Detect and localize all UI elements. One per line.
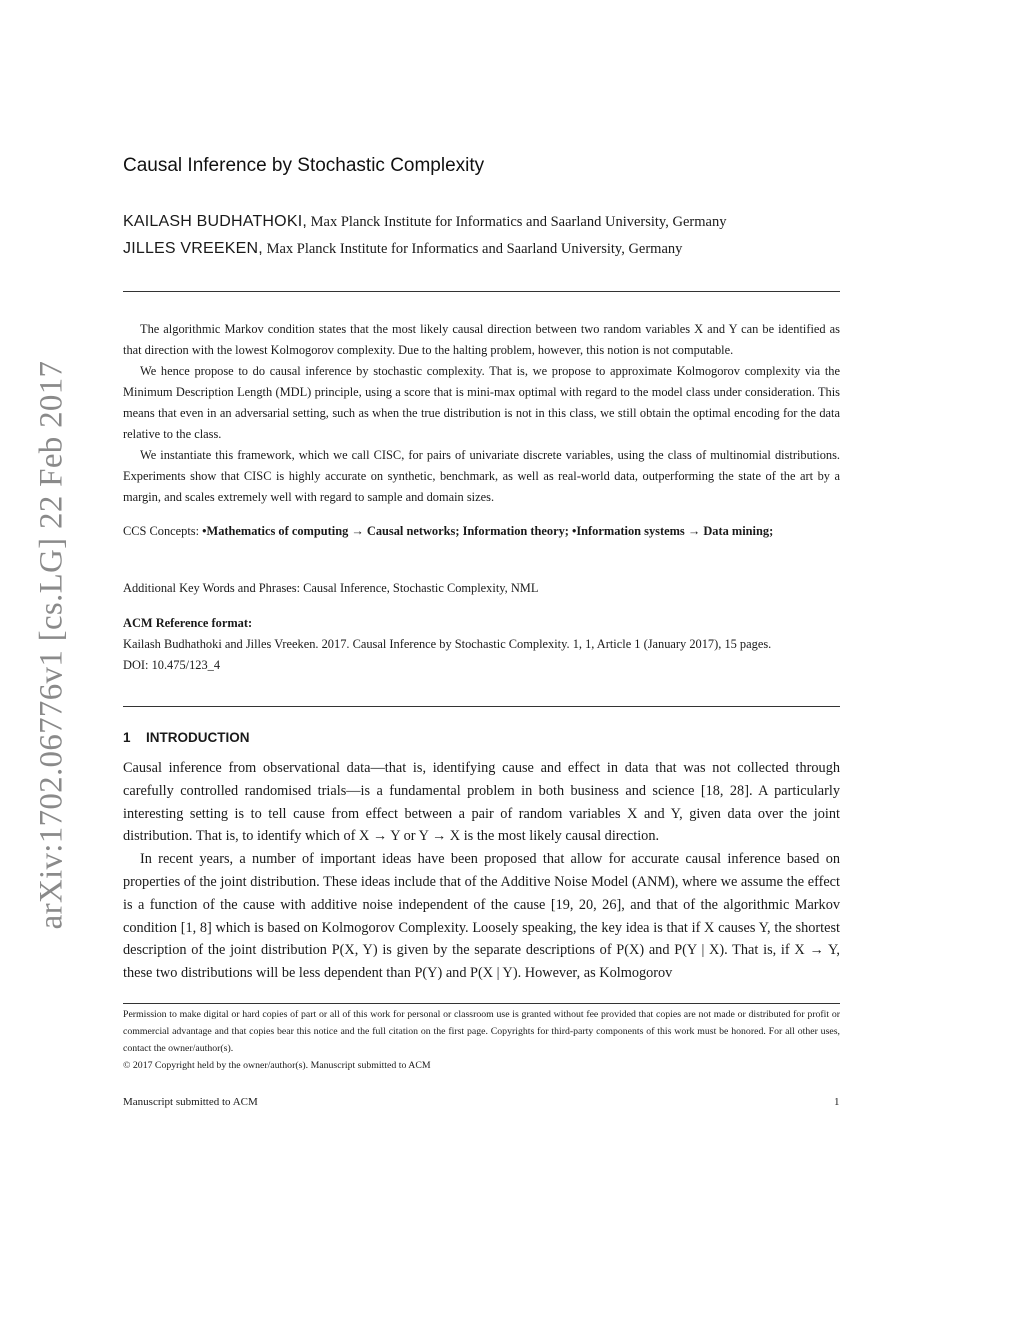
acm-reference-heading: ACM Reference format: <box>123 616 253 630</box>
section-number: 1 <box>123 730 131 745</box>
author-affiliation: Max Planck Institute for Informatics and Saarland University, Germany <box>310 214 727 230</box>
body-paragraph: In recent years, a number of important ideas have been proposed that allow for accurate causal inference based on properties of the joint distribution. These ideas include that of the Additive Noise Model (ANM), where we assume the effect is a function of the cause with additive noise independent of the cause [19, 20, 26], and that of the algorithmic Markov condition [1, 8] which is based on Kolmogorov Complexity. Loosely speaking, the key idea is that if X causes Y, the shortest description of the joint distribution P(X, Y) is given by the separate descriptions of P(X) and P(Y | X). That is, if X → Y, these two distributions will be less dependent than P(Y) and P(X | Y). However, as Kolmogorov <box>123 851 840 982</box>
divider <box>123 706 840 707</box>
author-affiliation: Max Planck Institute for Informatics and Saarland University, Germany <box>266 241 683 257</box>
footer-venue: Manuscript submitted to ACM <box>123 1096 258 1108</box>
author-line <box>123 240 682 258</box>
body-paragraph: Causal inference from observational data—that is, identifying cause and effect in data that was not collected through carefully controlled randomised trials—is a fundamental problem in both business and science [18, 28]. A particularly interesting setting is to tell cause from effect between a pair of random variables X and Y, given data over the joint distribution. That is, to identify which of X → Y or Y → X is the most likely causal direction. <box>123 760 840 845</box>
section-title: INTRODUCTION <box>146 730 250 745</box>
divider <box>123 291 840 292</box>
ccs-concepts <box>123 521 840 542</box>
acm-reference <box>123 613 840 676</box>
ccs-label: CCS Concepts: <box>123 524 203 538</box>
author-line <box>123 213 726 231</box>
author-name: JILLES VREEKEN, <box>123 240 263 257</box>
acm-reference-citation: Kailash Budhathoki and Jilles Vreeken. 2017. Causal Inference by Stochastic Complexity. 1, 1, Article 1 (January 2017), 15 pages. <box>123 637 772 651</box>
keywords <box>123 578 840 599</box>
author-name: KAILASH BUDHATHOKI, <box>123 213 307 230</box>
abstract-paragraph: The algorithmic Markov condition states that the most likely causal direction between two random variables X and Y can be identified as that direction with the lowest Kolmogorov complexity. Due to the halting problem, however, this notion is not computable. <box>123 322 840 357</box>
paper-title: Causal Inference by Stochastic Complexity <box>123 155 485 176</box>
abstract <box>123 319 840 508</box>
arxiv-identifier: arXiv:1702.06776v1 [cs.LG] 22 Feb 2017 <box>33 360 70 930</box>
permission-notice: Permission to make digital or hard copies of part or all of this work for personal or classroom use is granted without fee provided that copies are not made or distributed for profit or commercial advantage and that copies bear this notice and the full citation on the first page. Copyrights for third-party components of this work must be honored. For all other uses, contact the owner/author(s). <box>123 1009 840 1054</box>
keywords-label: Additional Key Words and Phrases: <box>123 581 304 595</box>
abstract-paragraph: We hence propose to do causal inference by stochastic complexity. That is, we propose to approximate Kolmogorov complexity via the Minimum Description Length (MDL) principle, using a score that is mini-max optimal with regard to the model class under consideration. This means that even in an adversarial setting, such as when the true distribution is not in this class, we still obtain the optimal encoding for the data relative to the class. <box>123 364 840 441</box>
keywords-text: Causal Inference, Stochastic Complexity, NML <box>303 581 539 595</box>
acm-reference-doi: DOI: 10.475/123_4 <box>123 658 221 672</box>
section-heading <box>123 730 250 745</box>
introduction-body <box>123 757 840 985</box>
abstract-paragraph: We instantiate this framework, which we call CISC, for pairs of univariate discrete variables, using the class of multinomial distributions. Experiments show that CISC is highly accurate on synthetic, benchmark, as well as real-world data, outperforming the state of the art by a margin, and scales extremely well with regard to sample and domain sizes. <box>123 448 840 504</box>
footnote <box>123 1006 840 1074</box>
ccs-text: •Mathematics of computing → Causal networks; Information theory; •Information systems → Data mining; <box>202 524 774 538</box>
page-number: 1 <box>834 1096 840 1108</box>
copyright-notice: © 2017 Copyright held by the owner/author(s). Manuscript submitted to ACM <box>123 1060 431 1071</box>
footnote-divider <box>123 1003 840 1004</box>
